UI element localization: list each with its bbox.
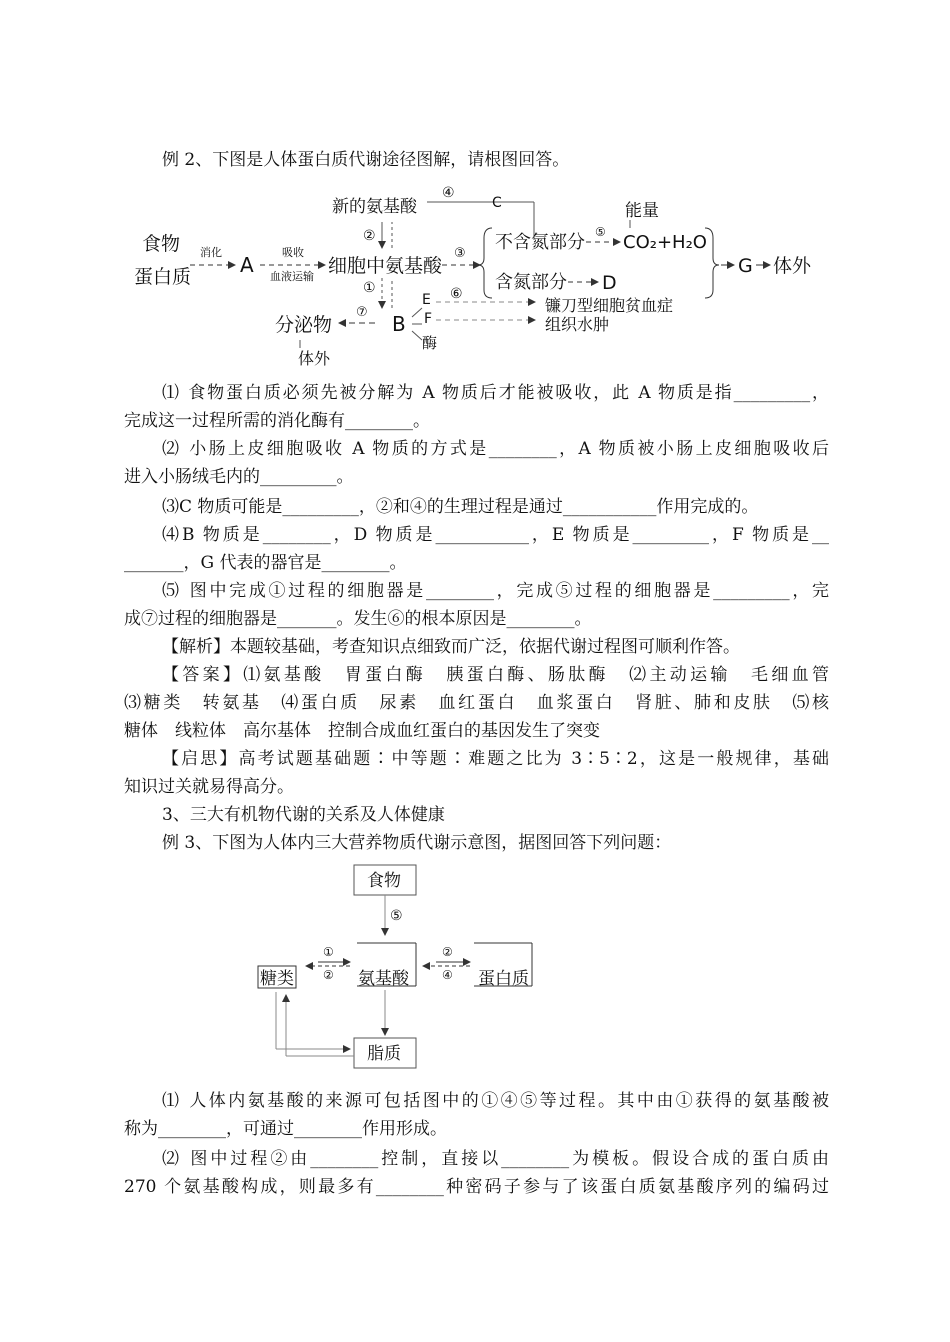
answer-line1: 【答案】⑴氨基酸 胃蛋白酶 胰蛋白酶、肠肽酶 ⑵主动运输 毛细血管 [162, 665, 829, 685]
E-label: E [422, 292, 431, 308]
secretion-label: 分泌物 [275, 314, 333, 336]
F-label: F [424, 311, 433, 327]
circle5-label: ⑤ [595, 225, 606, 239]
example3-intro: 例 3、下图为人体内三大营养物质代谢示意图，据图回答下列问题： [162, 833, 672, 853]
circle2-label-3: ② [442, 945, 453, 959]
circle5-label-2: ⑤ [390, 908, 403, 924]
energy-label: 能量 [625, 201, 659, 221]
no-n-label: 不含氮部分 [495, 232, 585, 253]
protein-box-label: 蛋白质 [478, 969, 529, 989]
q5-line2: 成⑦过程的细胞器是_______。发生⑥的根本原因是________。 [124, 609, 592, 629]
circle1-label: ① [363, 280, 376, 296]
circle6-label: ⑥ [450, 286, 463, 302]
ex3-q1-line1: ⑴ 人体内氨基酸的来源可包括图中的①④⑤等过程。其中由①获得的氨基酸被 [162, 1091, 829, 1111]
food-label: 食物 [142, 233, 181, 255]
protein-label: 蛋白质 [134, 266, 192, 288]
aa-label: 氨基酸 [358, 969, 409, 989]
q4-line1: ⑷B 物质是________，D 物质是___________，E 物质是_________，F 物质是__ [162, 525, 829, 545]
section3-title: 3、三大有机物代谢的关系及人体健康 [162, 805, 445, 825]
enzyme-label: 酶 [422, 334, 438, 352]
B-label: B [392, 312, 406, 336]
absorb-label: 吸收 [282, 246, 304, 259]
new-aa-label: 新的氨基酸 [332, 197, 417, 217]
circle2-label-2: ② [323, 968, 334, 982]
q1-line2: 完成这一过程所需的消化酶有________。 [124, 411, 430, 431]
answer-line2: ⑶糖类 转氨基 ⑷蛋白质 尿素 血红蛋白 血浆蛋白 肾脏、肺和皮肤 ⑸核 [124, 693, 829, 713]
ex3-q2-line2: 270 个氨基酸构成，则最多有________种密码子参与了该蛋白质氨基酸序列的编码过 [124, 1177, 829, 1197]
G-label: G [738, 255, 753, 277]
example2-intro: 例 2、下图是人体蛋白质代谢途径图解，请根图回答。 [162, 150, 570, 170]
circle4-label-2: ④ [442, 968, 453, 982]
circle3-label: ③ [454, 246, 466, 261]
protein-metabolism-diagram [120, 180, 840, 375]
sickle-label: 镰刀型细胞贫血症 [545, 296, 674, 315]
nutrient-metabolism-diagram [250, 860, 560, 1075]
A-label: A [240, 253, 254, 277]
ex3-q2-line1: ⑵ 图中过程②由________控制，直接以________为模板。假设合成的蛋白质由 [162, 1149, 829, 1169]
C-label: C [492, 195, 502, 211]
answer-line3: 糖体 线粒体 高尔基体 控制合成血红蛋白的基因发生了突变 [124, 721, 600, 741]
co2-label: CO₂+H₂O [623, 232, 707, 253]
q2-line2: 进入小肠绒毛内的_________。 [124, 467, 354, 487]
D-label: D [602, 272, 617, 294]
edema-label: 组织水肿 [545, 315, 610, 334]
food-box-label: 食物 [367, 871, 401, 891]
digest-label: 消化 [200, 246, 222, 259]
insight-line1: 【启思】高考试题基础题∶中等题∶难题之比为 3∶5∶2，这是一般规律，基础 [162, 749, 829, 769]
fat-box-label: 脂质 [367, 1044, 401, 1064]
q5-line1: ⑸ 图中完成①过程的细胞器是________，完成⑤过程的细胞器是_________，完 [162, 581, 829, 601]
q4-line2: _______，G 代表的器官是________。 [124, 553, 407, 573]
blood-transport-label: 血液运输 [270, 270, 314, 283]
insight-line2: 知识过关就易得高分。 [124, 777, 294, 797]
analysis-line: 【解析】本题较基础，考查知识点细致而广泛，依据代谢过程图可顺利作答。 [162, 637, 740, 657]
q3-line: ⑶C 物质可能是_________，②和④的生理过程是通过___________作用完成的。 [162, 497, 759, 517]
circle4-label: ④ [442, 185, 455, 201]
has-n-label: 含氮部分 [495, 272, 567, 293]
ex3-q1-line2: 称为________，可通过________作用形成。 [124, 1119, 447, 1139]
circle2-label: ② [363, 228, 376, 244]
outside-label: 体外 [773, 255, 812, 277]
sugar-label: 糖类 [260, 969, 294, 989]
q1-line1: ⑴ 食物蛋白质必须先被分解为 A 物质后才能被吸收，此 A 物质是指_________， [162, 383, 829, 403]
outside2-label: 体外 [298, 349, 331, 368]
cell-aa-label: 细胞中氨基酸 [328, 255, 443, 277]
circle7-label: ⑦ [356, 305, 368, 320]
q2-line1: ⑵ 小肠上皮细胞吸收 A 物质的方式是________，A 物质被小肠上皮细胞吸收后 [162, 439, 829, 459]
circle1-label-2: ① [323, 945, 334, 959]
